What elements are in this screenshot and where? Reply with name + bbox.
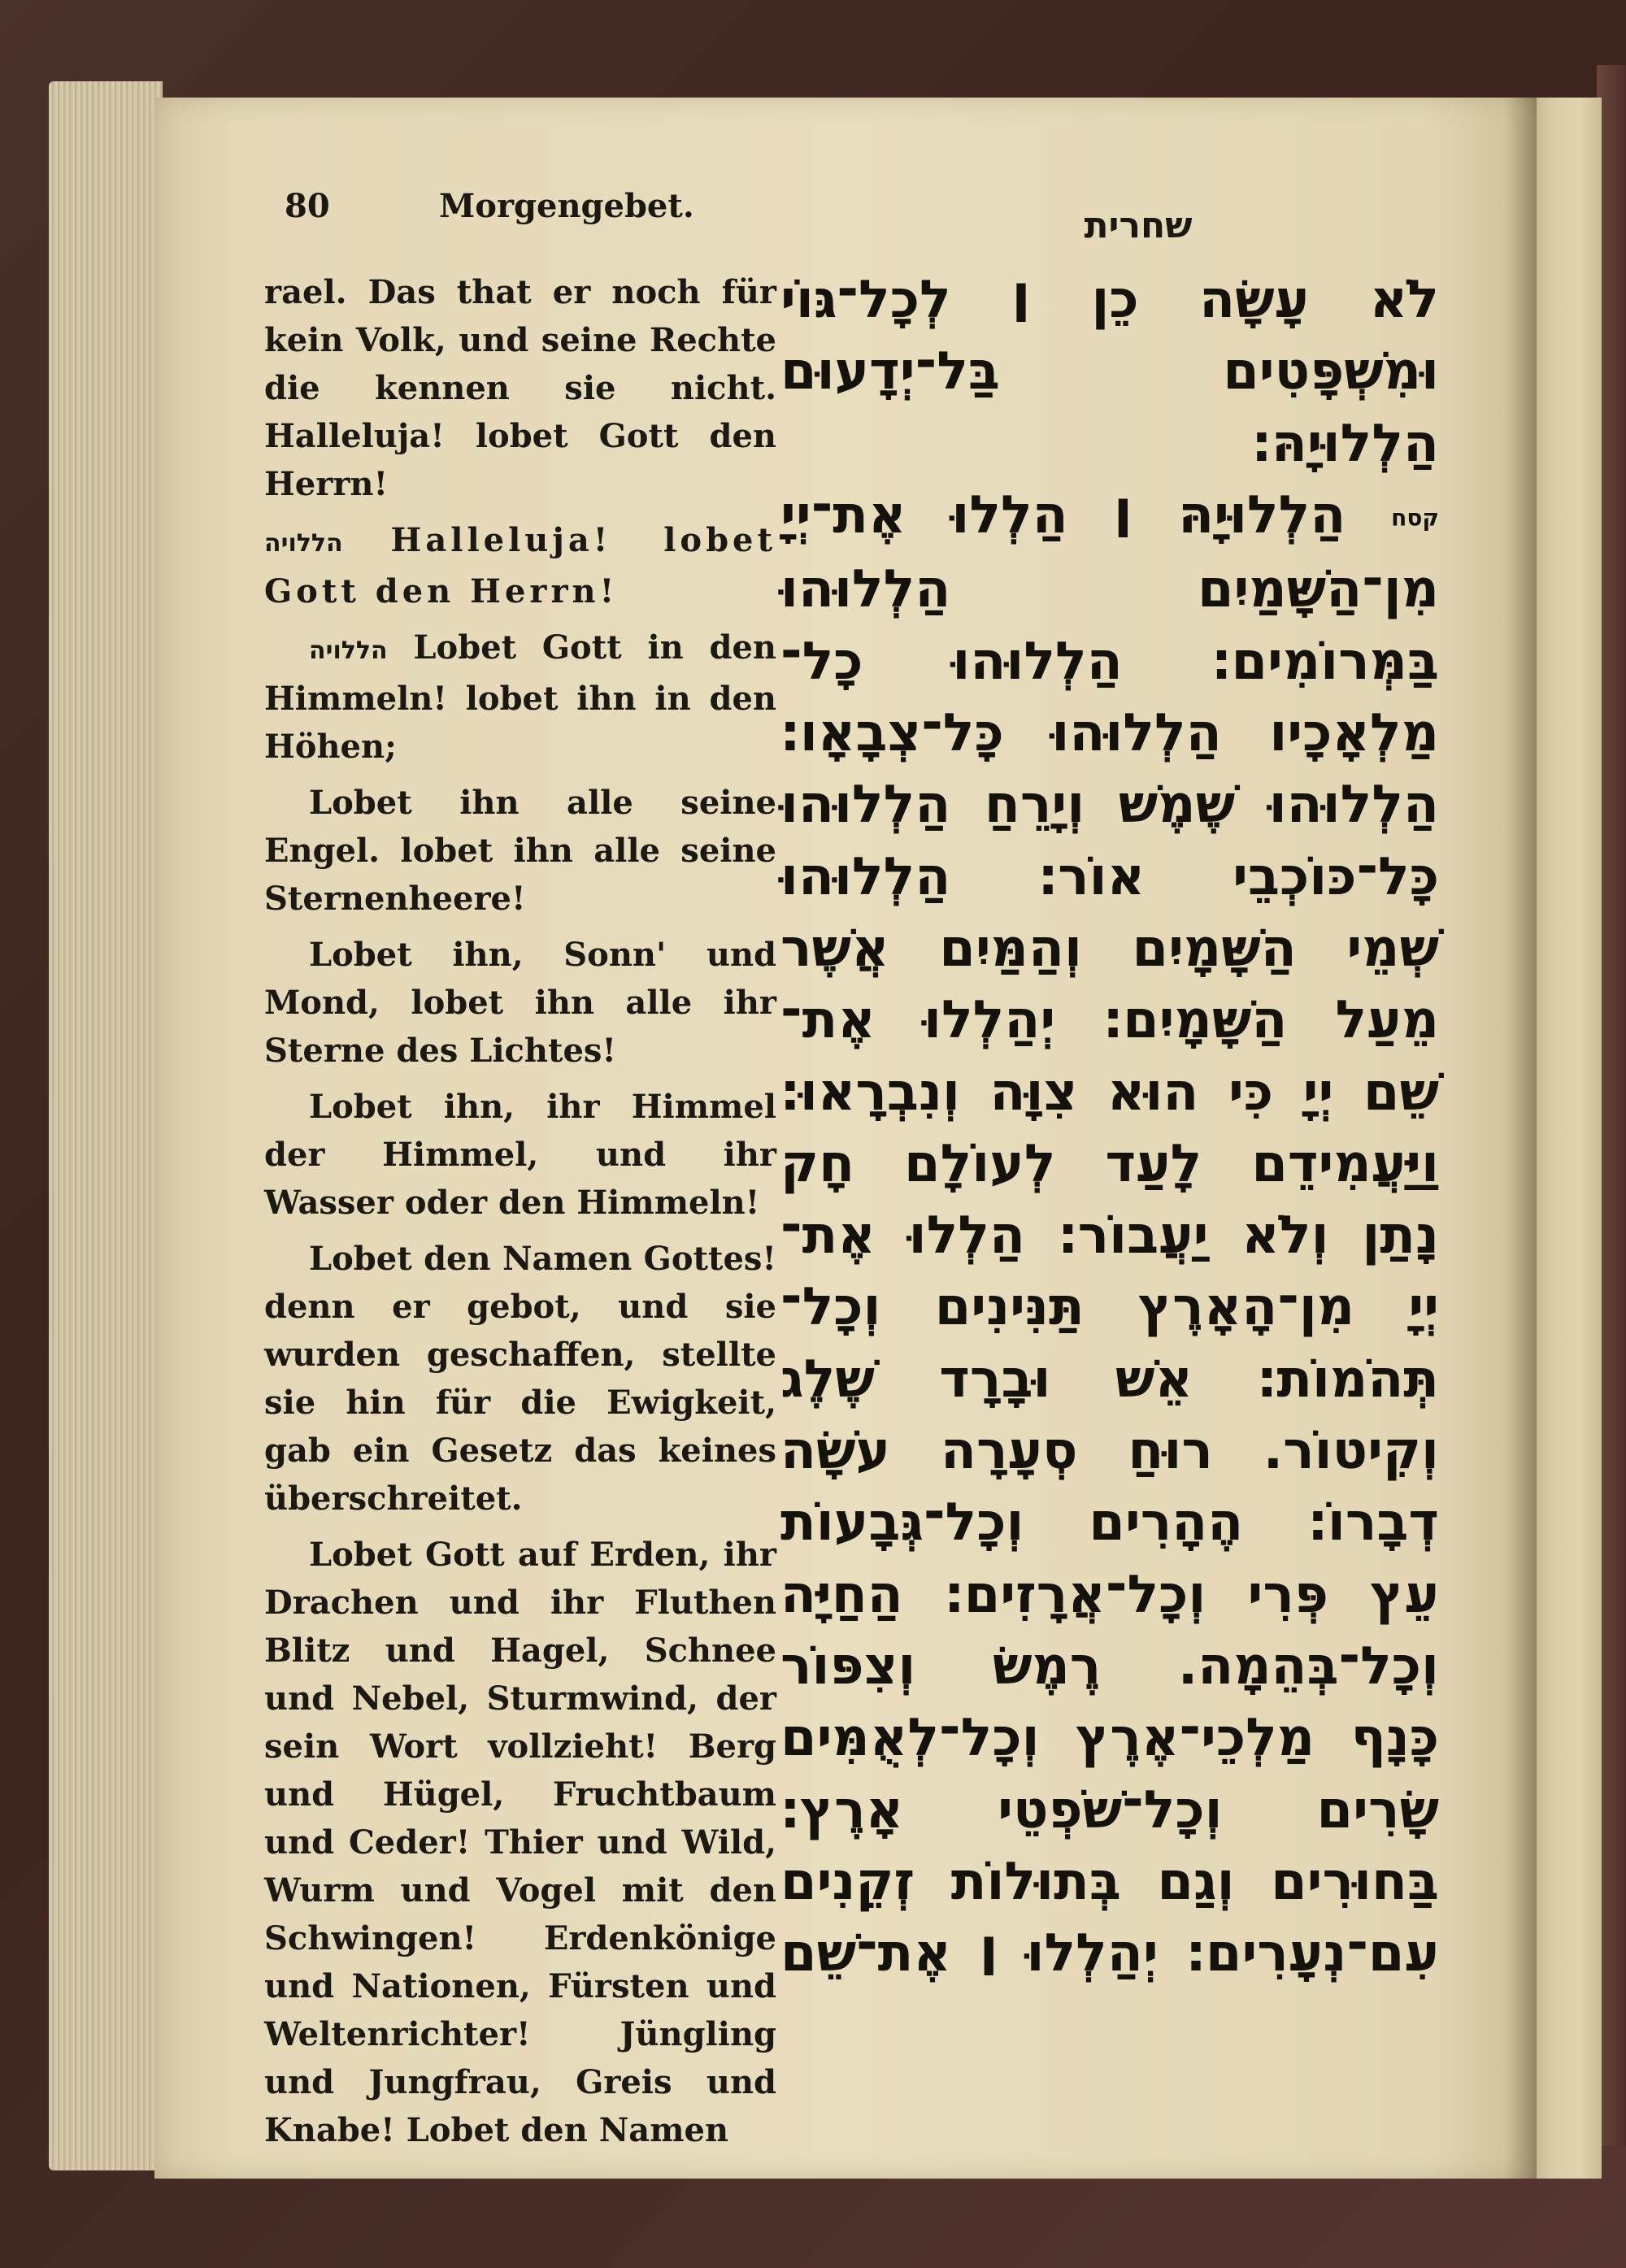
hebrew-line: כָּל־כּוֹכְבֵי אוֹר׃ הַלְלוּהוּ [780,846,1439,907]
hebrew-line: שְׁמֵי הַשָּׁמָיִם וְהַמַּיִם אֲשֶׁר [780,918,1439,979]
hebrew-line: הַלְלוּהוּ שֶׁמֶשׁ וְיָרֵחַ הַלְלוּהוּ [780,775,1439,836]
hebrew-line: נָתַן וְלֹא יַעֲבוֹר׃ הַלְלוּ אֶת־ [780,1206,1439,1267]
hebrew-line: וְקִיטוֹר. רוּחַ סְעָרָה עֹשָׂה [780,1421,1439,1482]
hebrew-text-column [780,264,1439,1989]
hebrew-line [780,480,1439,554]
hebrew-line: עִם־נְעָרִים׃ יְהַלְלוּ ׀ אֶת־שֵׁם [780,1923,1439,1984]
hebrew-line: לֹא עָשָׂה כֵן ׀ לְכָל־גּוֹי [780,270,1439,330]
hebrew-line: בַּחוּרִים וְגַם בְּתוּלוֹת זְקֵנִים [780,1851,1439,1912]
gutter-shadow [1504,98,1537,2179]
german-paragraph: Lobet ihn, ihr Himmel der Himmel, und ihr Wasser oder den Himmeln! [264,1088,776,1222]
hebrew-line: בַּמְּרוֹמִים׃ הַלְלוּהוּ כָל־ [780,631,1439,692]
page-edges [49,81,163,2170]
hebrew-line: מִן־הַשָּׁמַיִם הַלְלוּהוּ [780,559,1439,620]
psalm-marker: קסח [1391,504,1440,532]
german-text: Halleluja! lobet Gott den Herrn! [264,521,776,610]
german-paragraph: rael. Das that er noch für kein Volk, und seine Rechte die kennen sie nicht. Halleluja! lobet Gott den Herrn! [264,273,776,503]
german-paragraph [264,623,776,771]
running-title-german: Morgengebet. [439,187,694,225]
hebrew-line: יְיָ מִן־הָאָרֶץ תַּנִּינִים וְכָל־ [780,1277,1439,1338]
hebrew-line: תְּהֹמוֹת׃ אֵשׁ וּבָרָד שֶׁלֶג [780,1349,1439,1410]
hebrew-marginal-mark: הללויה [264,529,343,558]
german-text: Lobet Gott in den Himmeln! lobet ihn in den Höhen; [264,628,776,766]
hebrew-marginal-mark: הללויה [309,637,388,665]
hebrew-line: שֵׁם יְיָ כִּי הוּא צִוָּה וְנִבְרָאוּ׃ [780,1062,1439,1123]
german-paragraph: Lobet ihn alle seine Engel. lobet ihn alle seine Sternenheere! [264,784,776,918]
hebrew-line: מַלְאָכָיו הַלְלוּהוּ כָּל־צְבָאָו׃ [780,703,1439,764]
hebrew-line: כָּנָף מַלְכֵי־אֶרֶץ וְכָל־לְאֻמִּים [780,1708,1439,1769]
german-paragraph: Lobet ihn, Sonn' und Mond, lobet ihn alle ihr Sterne des Lichtes! [264,936,776,1070]
page-header-german [285,187,740,244]
hebrew-line: שָׂרִים וְכָל־שֹׁפְטֵי אָרֶץ׃ [780,1779,1439,1840]
page-number: 80 [285,187,330,225]
hebrew-line: וּמִשְׁפָּטִים בַּל־יְדָעוּם [780,341,1439,402]
hebrew-line: מֵעַל הַשָּׁמָיִם׃ יְהַלְלוּ אֶת־ [780,990,1439,1051]
german-paragraph: Lobet Gott auf Erden, ihr Drachen und ihr Fluthen Blitz und Hagel, Schnee und Nebel, Sturmwind, der sein Wort vollzieht! Berg und Hügel, Fruchtbaum und Ceder! Thier und Wild, Wurm und Vogel mit den Schwingen! Erdenkönige und Nationen, Fürsten und Weltenrichter! Jüngling und Jungfrau, Greis und Knabe! Lobet den Namen [264,1536,776,2149]
hebrew-line: הַלְלוּיָהּ׃ [1252,413,1439,474]
running-title-hebrew: שחרית [1084,205,1193,246]
hebrew-text: הַלְלוּיָהּ ׀ הַלְלוּ אֶת־יְיָ [780,484,1346,545]
german-translation-column [264,268,776,2162]
hebrew-line: וַיַּעֲמִידֵם לָעַד לְעוֹלָם חָק [780,1133,1439,1194]
german-paragraph: Lobet den Namen Gottes! denn er gebot, und sie wurden geschaffen, stellte sie hin für die Ewigkeit, gab ein Gesetz das keines überschreitet. [264,1240,776,1518]
german-paragraph [264,516,776,615]
hebrew-line: דְבָרוֹ׃ הֶהָרִים וְכָל־גְּבָעוֹת [780,1492,1439,1553]
facing-page-edge [1528,98,1602,2179]
hebrew-line: עֵץ פְּרִי וְכָל־אֲרָזִים׃ הַחַיָּה [780,1564,1439,1625]
hebrew-line: וְכָל־בְּהֵמָה. רֶמֶשׂ וְצִפּוֹר [780,1636,1439,1697]
